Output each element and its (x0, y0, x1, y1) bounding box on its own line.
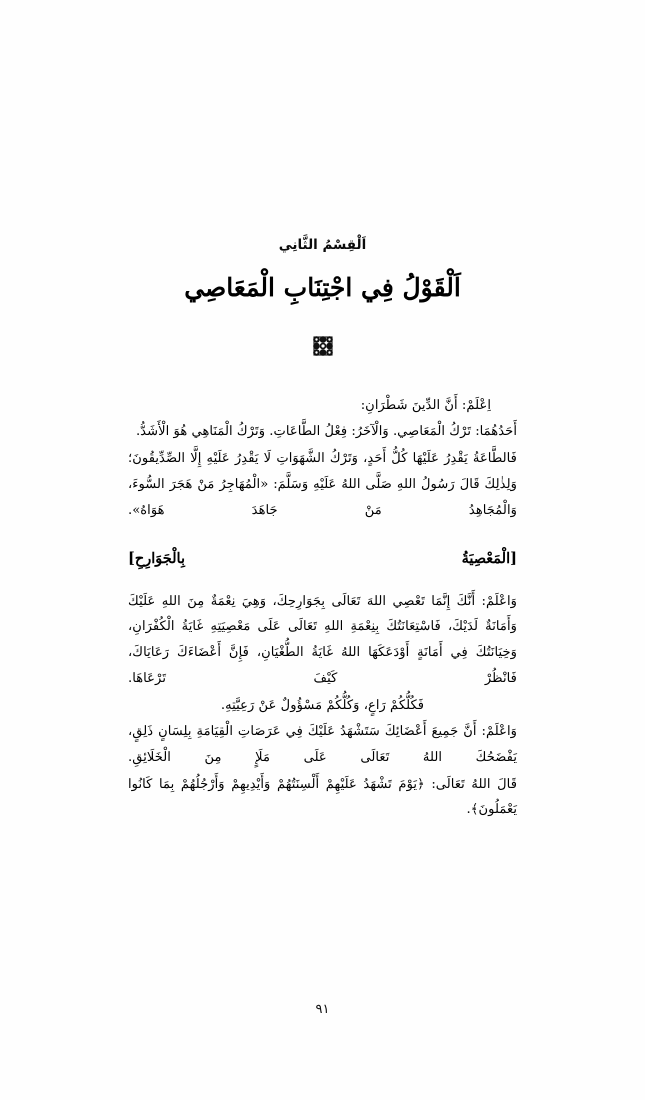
sub-heading-limbs: [الْمَعْصِيَةُ بِالْجَوَارِحِ] (128, 550, 517, 568)
paragraph-intro: اِعْلَمْ: أَنَّ الدِّينَ شَطْرَانِ: (360, 397, 491, 413)
paragraph-testimony: وَاعْلَمْ: أَنَّ جَمِيعَ أَعْضَائِكَ سَتَشْهَدُ عَلَيْكَ فِي عَرَصَاتِ الْقِيَامَةِ بِلِسَانٍ ذَلِقٍ، يَفْضَحُكَ اللهُ تَعَالَى عَلَى مَلَإٍ مِنَ الْخَلَائِقِ. (128, 724, 517, 765)
body-text-block (128, 393, 517, 823)
paragraph-limbs-trust: وَاعْلَمْ: أَنَّكَ إِنَّمَا تَعْصِي اللهَ تَعَالَى بِجَوَارِحِكَ، وَهِيَ نِعْمَةٌ مِنَ اللهِ عَلَيْكَ وَأَمَانَةٌ لَدَيْكَ، فَاسْتِعَانَتُكَ بِنِعْمَةِ اللهِ تَعَالَى عَلَى مَعْصِيَتِهِ غَايَةُ الْكُفْرَانِ، وَخِيَانَتُكَ فِي أَمَانَةٍ أَوْدَعَكَهَا اللهُ غَايَةُ الطُّغْيَانِ، فَإِنَّ أَعْضَاءَكَ رَعَايَاكَ، فَانْظُرْ كَيْفَ تَرْعَاهَا. (128, 593, 517, 686)
page-content (0, 236, 645, 824)
page-number: ٩١ (315, 1002, 330, 1017)
ornament-container (128, 333, 517, 359)
chapter-title: اَلْقَوْلُ فِي اجْتِنَابِ الْمَعَاصِي (184, 273, 461, 303)
paragraph-obedience: فَالطَّاعَةُ يَقْدِرُ عَلَيْهَا كُلُّ أَحَدٍ، وَتَرْكُ الشَّهَوَاتِ لَا يَقْدِرُ عَلَيْهِ إِلَّا الصِّدِّيقُونَ؛ وَلِذٰلِكَ قَالَ رَسُولُ اللهِ صَلَّى اللهُ عَلَيْهِ وَسَلَّمَ: «الْمُهَاجِرُ مَنْ هَجَرَ السُّوءَ، وَالْمُجَاهِدُ مَنْ جَاهَدَ هَوَاهُ». (128, 451, 517, 518)
paragraph-two-halves: أَحَدُهُمَا: تَرْكُ الْمَعَاصِي. وَالْآخَرُ: فِعْلُ الطَّاعَاتِ. وَتَرْكُ الْمَنَاهِي هُوَ الْأَشَدُّ. (135, 424, 517, 440)
paragraph-quran-verse: قَالَ اللهُ تَعَالَى: ﴿يَوْمَ تَشْهَدُ عَلَيْهِمْ أَلْسِنَتُهُمْ وَأَيْدِيهِمْ وَأَرْجُلُهُمْ بِمَا كَانُوا يَعْمَلُونَ﴾. (128, 776, 517, 818)
paragraph-shepherd-hadith: فَكُلُّكُمْ رَاعٍ، وَكُلُّكُمْ مَسْؤُولٌ عَنْ رَعِيَّتِهِ. (220, 697, 425, 713)
floral-square-ornament-icon (310, 333, 336, 359)
part-label: اَلْقِسْمُ الثَّانِي (278, 237, 367, 253)
